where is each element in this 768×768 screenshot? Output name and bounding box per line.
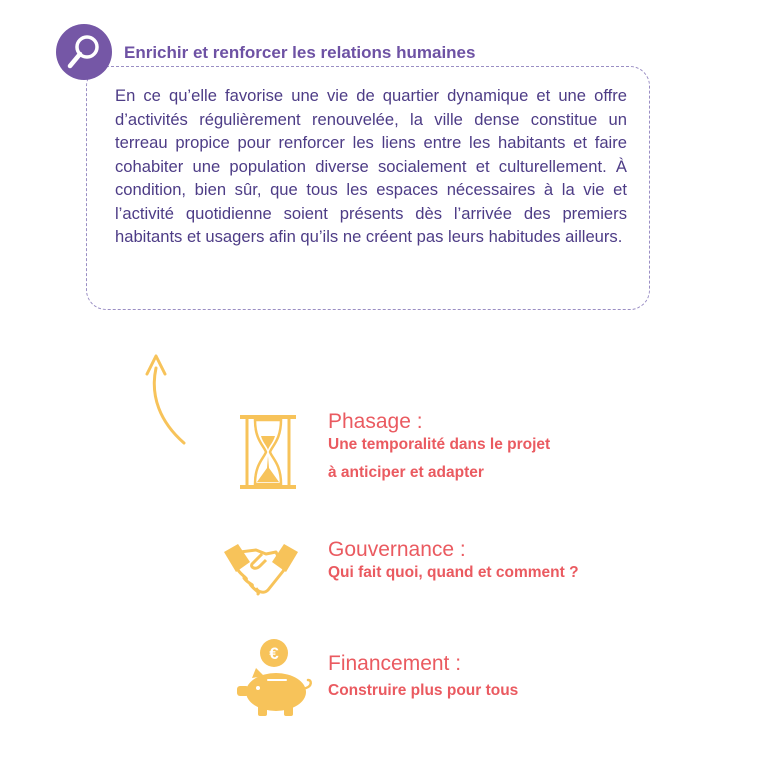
item-title-phasage: Phasage : [328, 410, 423, 433]
piggy-bank-icon [234, 636, 314, 718]
item-subtitle-gouvernance: Qui fait quoi, quand et comment ? [328, 564, 579, 581]
magnifier-icon [56, 24, 112, 80]
handshake-icon [222, 540, 300, 602]
item-title-gouvernance: Gouvernance : [328, 538, 466, 561]
euro-coin-symbol: € [269, 644, 279, 663]
item-subtitle-phasage-line1: Une temporalité dans le projet [328, 436, 551, 453]
item-subtitle-financement: Construire plus pour tous [328, 682, 519, 699]
hourglass-icon [236, 412, 300, 492]
card-title: Enrichir et renforcer les relations humaines [124, 43, 476, 62]
item-title-financement: Financement : [328, 652, 462, 675]
magnifier-badge [56, 24, 112, 80]
item-subtitle-phasage-line2: à anticiper et adapter [328, 464, 484, 481]
curved-arrow-icon [140, 346, 200, 456]
card-paragraph: En ce qu’elle favorise une vie de quartier dynamique et une offre d’activités régulièrement renouvelée, la ville dense constitue un terreau propice pour renforcer les liens entre les habitants et faire cohabiter une population diverse socialement et culturellement. À condition, bien sûr, que tous les espaces nécessaires à la vie et l’activité quotidienne soient présents dès l’arrivée des premiers habitants et usagers afin qu’ils ne créent pas leurs habitudes ailleurs. [115, 86, 627, 246]
